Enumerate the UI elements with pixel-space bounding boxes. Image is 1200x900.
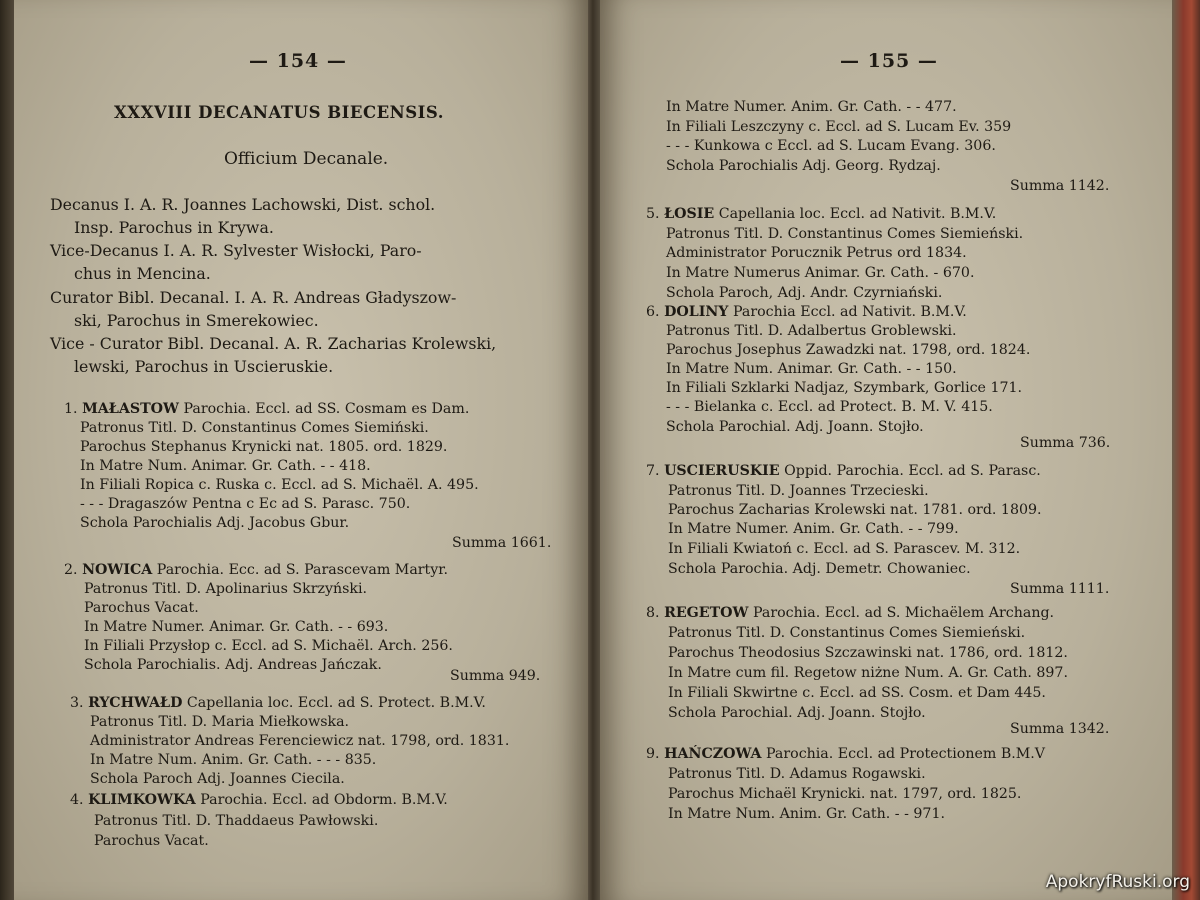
entry-number: 6. bbox=[646, 304, 660, 320]
entry-line: Parochus Theodosius Szczawinski nat. 1786, ord. 1812. bbox=[668, 645, 1068, 661]
entry-line: In Matre Num. Animar. Gr. Cath. - - 418. bbox=[80, 458, 371, 474]
watermark: ApokryfRuski.org bbox=[1045, 872, 1190, 892]
entry-line: In Matre Num. Anim. Gr. Cath. - - 971. bbox=[668, 806, 945, 822]
entry-line: - - - Bielanka c. Eccl. ad Protect. B. M. V. 415. bbox=[666, 399, 993, 415]
entry-line: Parochus Vacat. bbox=[94, 833, 209, 849]
entry-line: Parochia Eccl. ad Nativit. B.M.V. bbox=[732, 304, 967, 320]
entry-line: Administrator Andreas Ferenciewicz nat. 1798, ord. 1831. bbox=[90, 733, 510, 749]
entry-line: Schola Parochial. Adj. Joann. Stojło. bbox=[668, 705, 926, 721]
entry-number: 4. bbox=[70, 792, 84, 808]
parish-name: MAŁASTOW bbox=[82, 401, 179, 417]
page-number: — 154 — bbox=[249, 50, 347, 72]
entry-line: In Filiali Przysłop c. Eccl. ad S. Michaël. Arch. 256. bbox=[84, 638, 453, 654]
entry-number: 3. bbox=[70, 695, 84, 711]
entry-number: 1. bbox=[64, 401, 78, 417]
parish-name: ŁOSIE bbox=[664, 206, 715, 222]
entry-number: 8. bbox=[646, 605, 660, 621]
entry-line: Patronus Titl. D. Thaddaeus Pawłowski. bbox=[94, 813, 379, 829]
officium-line: Vice - Curator Bibl. Decanal. A. R. Zacharias Krolewski, bbox=[50, 334, 497, 353]
entry-line: Parochus Vacat. bbox=[84, 600, 199, 616]
entry-line: In Matre Numer. Anim. Gr. Cath. - - 799. bbox=[668, 521, 959, 537]
officium-line: Vice-Decanus I. A. R. Sylvester Wisłocki, Paro- bbox=[50, 241, 422, 260]
left-page bbox=[14, 0, 588, 900]
officium-line: Insp. Parochus in Krywa. bbox=[74, 218, 274, 237]
entry-line: Parochia. Eccl. ad S. Michaëlem Archang. bbox=[752, 605, 1055, 621]
entry-line: Patronus Titl. D. Constantinus Comes Siemieński. bbox=[668, 625, 1026, 641]
entry-line: - - - Kunkowa c Eccl. ad S. Lucam Evang. 306. bbox=[666, 138, 996, 154]
entry-line: In Matre Num. Animar. Gr. Cath. - - 150. bbox=[666, 361, 957, 377]
entry-line: In Matre Numerus Animar. Gr. Cath. - 670. bbox=[666, 265, 975, 281]
entry-line: Patronus Titl. D. Joannes Trzecieski. bbox=[668, 483, 929, 499]
parish-name: REGETOW bbox=[664, 605, 749, 621]
entry-line: Patronus Titl. D. Adalbertus Groblewski. bbox=[666, 323, 957, 339]
entry-line: Parochus Stephanus Krynicki nat. 1805. ord. 1829. bbox=[80, 439, 448, 455]
page-title: XXXVIII DECANATUS BIECENSIS. bbox=[114, 103, 444, 122]
parish-name: HAŃCZOWA bbox=[664, 746, 762, 762]
entry-line: In Filiali Kwiatoń c. Eccl. ad S. Parascev. M. 312. bbox=[668, 541, 1021, 557]
summa-line: Summa 1111. bbox=[1010, 581, 1110, 597]
summa-line: Summa 1342. bbox=[1010, 721, 1110, 737]
entry-line: Schola Parochialis Adj. Jacobus Gbur. bbox=[80, 515, 350, 531]
entry-line: Parochus Zacharias Krolewski nat. 1781. ord. 1809. bbox=[668, 502, 1042, 518]
entry-line: - - - Dragaszów Pentna c Ec ad S. Parasc. 750. bbox=[80, 496, 411, 512]
entry-line: In Matre cum fil. Regetow niżne Num. A. Gr. Cath. 897. bbox=[668, 665, 1068, 681]
entry-line: In Filiali Skwirtne c. Eccl. ad SS. Cosm. et Dam 445. bbox=[668, 685, 1046, 701]
entry-line: In Matre Num. Anim. Gr. Cath. - - - 835. bbox=[90, 752, 377, 768]
entry-number: 2. bbox=[64, 562, 78, 578]
entry-line: Capellania loc. Eccl. ad Nativit. B.M.V. bbox=[718, 206, 997, 222]
parish-name: RYCHWAŁD bbox=[88, 695, 183, 711]
officium-line: Decanus I. A. R. Joannes Lachowski, Dist. schol. bbox=[50, 195, 436, 214]
entry-line: In Filiali Ropica c. Ruska c. Eccl. ad S. Michaël. A. 495. bbox=[80, 477, 479, 493]
entry-line: Schola Paroch Adj. Joannes Ciecila. bbox=[90, 771, 345, 787]
summa-line: Summa 736. bbox=[1020, 435, 1111, 451]
entry-line: Schola Parochial. Adj. Joann. Stojło. bbox=[666, 419, 924, 435]
entry-line: Schola Parochia. Adj. Demetr. Chowaniec. bbox=[668, 561, 971, 577]
entry-line: Patronus Titl. D. Adamus Rogawski. bbox=[668, 766, 926, 782]
officium-line: ski, Parochus in Smerekowiec. bbox=[74, 311, 319, 330]
entry-line: Capellania loc. Eccl. ad S. Protect. B.M.V. bbox=[186, 695, 486, 711]
section-title: Officium Decanale. bbox=[224, 149, 389, 169]
summa-line: Summa 949. bbox=[450, 668, 541, 684]
page-number: — 155 — bbox=[840, 50, 938, 72]
parish-name: KLIMKOWKA bbox=[88, 792, 196, 808]
entry-number: 5. bbox=[646, 206, 660, 222]
book-cover-edge bbox=[1172, 0, 1200, 900]
officium-line: lewski, Parochus in Uscieruskie. bbox=[74, 357, 334, 376]
entry-line: In Filiali Leszczyny c. Eccl. ad S. Lucam Ev. 359 bbox=[666, 119, 1012, 135]
entry-line: In Filiali Szklarki Nadjaz, Szymbark, Gorlice 171. bbox=[666, 380, 1023, 396]
entry-line: Schola Paroch, Adj. Andr. Czyrniański. bbox=[666, 285, 943, 301]
summa-line: Summa 1142. bbox=[1010, 178, 1110, 194]
entry-line: Parochia. Ecc. ad S. Parascevam Martyr. bbox=[156, 562, 449, 578]
entry-line: Patronus Titl. D. Constantinus Comes Siemiński. bbox=[80, 420, 429, 436]
officium-line: chus in Mencina. bbox=[74, 264, 211, 283]
entry-line: Oppid. Parochia. Eccl. ad S. Parasc. bbox=[784, 463, 1041, 479]
entry-number: 7. bbox=[646, 463, 660, 479]
entry-line: Parochia. Eccl. ad Protectionem B.M.V bbox=[766, 746, 1046, 762]
entry-line: Parochus Michaël Krynicki. nat. 1797, ord. 1825. bbox=[668, 786, 1022, 802]
entry-line: Patronus Titl. D. Maria Miełkowska. bbox=[90, 714, 350, 730]
parish-name: NOWICA bbox=[82, 562, 153, 578]
entry-line: Parochia. Eccl. ad Obdorm. B.M.V. bbox=[200, 792, 448, 808]
entry-number: 9. bbox=[646, 746, 660, 762]
entry-line: Patronus Titl. D. Constantinus Comes Siemieński. bbox=[666, 226, 1024, 242]
entry-line: Schola Parochialis. Adj. Andreas Jańczak. bbox=[84, 657, 382, 673]
parish-name: DOLINY bbox=[664, 304, 729, 320]
officium-line: Curator Bibl. Decanal. I. A. R. Andreas Gładyszow- bbox=[50, 288, 457, 307]
entry-line: Parochia. Eccl. ad SS. Cosmam es Dam. bbox=[183, 401, 470, 417]
entry-line: Parochus Josephus Zawadzki nat. 1798, ord. 1824. bbox=[666, 342, 1031, 358]
entry-line: Administrator Porucznik Petrus ord 1834. bbox=[666, 245, 967, 261]
entry-line: In Matre Numer. Anim. Gr. Cath. - - 477. bbox=[666, 99, 957, 115]
entry-line: Patronus Titl. D. Apolinarius Skrzyński. bbox=[84, 581, 368, 597]
entry-line: In Matre Numer. Animar. Gr. Cath. - - 693. bbox=[84, 619, 389, 635]
right-page bbox=[600, 0, 1172, 900]
entry-line: Schola Parochialis Adj. Georg. Rydzaj. bbox=[666, 158, 941, 174]
summa-line: Summa 1661. bbox=[452, 535, 552, 551]
parish-name: USCIERUSKIE bbox=[664, 463, 780, 479]
